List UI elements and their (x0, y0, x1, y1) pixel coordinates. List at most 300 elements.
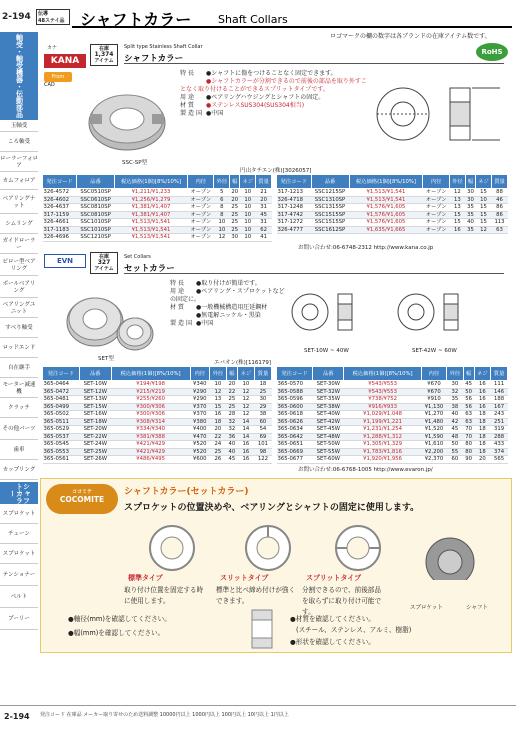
table-cell: SET-35W (313, 396, 344, 404)
table-row[interactable] (277, 211, 508, 219)
table-cell[interactable]: 326-4777 (277, 226, 312, 234)
table-cell: 18 (474, 426, 491, 434)
table-cell: 31 (256, 204, 272, 212)
table-cell: 16 (237, 456, 254, 464)
table-row[interactable] (43, 211, 272, 219)
feature-row (170, 280, 288, 288)
table-cell: 10 (240, 219, 256, 227)
type-slit-desc: 標準と比べ締め付けが強くできます。 (216, 586, 296, 605)
table-row[interactable] (43, 441, 272, 449)
table-cell: 122 (254, 456, 271, 464)
table-cell: 70 (465, 433, 473, 440)
table-row[interactable] (43, 381, 272, 389)
table-cell: SET-22W (79, 433, 111, 441)
table-cell: SSC1010SP (77, 219, 115, 227)
table-cell: 10 (240, 234, 256, 242)
table-cell: 565 (491, 456, 508, 464)
table-cell: SET-50W (313, 441, 344, 449)
cad-label: CAD (44, 82, 55, 88)
sidebar-item-18[interactable]: カップリング (0, 462, 38, 480)
column-header: ネジ (240, 175, 256, 189)
table-cell[interactable]: 365-0499 (43, 403, 80, 411)
cad-badge (44, 72, 72, 82)
table-cell: 18 (474, 441, 491, 449)
table-row[interactable] (43, 426, 272, 434)
table-cell: 21 (256, 189, 272, 197)
section1-rule (124, 63, 504, 64)
table-row[interactable] (43, 388, 272, 396)
table-cell[interactable]: 365-0596 (277, 396, 313, 404)
table-cell: 374 (491, 448, 508, 456)
section1-diagram (368, 68, 508, 160)
table-cell: 16 (474, 396, 491, 404)
table-cell: 60 (254, 418, 271, 426)
table-cell: 45 (447, 426, 464, 434)
table-cell: 32 (226, 418, 237, 426)
table-cell: ¥400 (190, 426, 209, 434)
section1-features (180, 70, 370, 118)
table-cell: SSC1010SP (77, 226, 115, 234)
table-cell[interactable]: 365-0545 (43, 441, 80, 449)
sidebar-item-22[interactable]: スプロケット (0, 546, 38, 564)
table-cell: ¥1,576/¥1,605 (349, 211, 423, 219)
table-cell: オープン (188, 196, 214, 204)
table-cell: SSC0610SP (77, 196, 115, 204)
product-label-2: SET型 (98, 356, 114, 362)
table-cell: オープン (188, 234, 214, 242)
product-label-1: SSC-SP型 (122, 160, 148, 166)
sidebar-item-12[interactable]: ロッドエンド (0, 340, 38, 358)
section2-rule (124, 273, 504, 274)
table-cell: 25 (231, 211, 239, 218)
table-cell: 45 (256, 211, 272, 219)
table-cell: 10 (240, 211, 256, 219)
set-collar-image (60, 282, 160, 362)
table-cell: 16 (237, 448, 254, 456)
table-cell: ¥520 (190, 448, 209, 456)
table-row[interactable] (277, 403, 508, 411)
table-cell: 40 (226, 448, 237, 456)
table-cell[interactable]: 365-0537 (43, 433, 80, 441)
table-cell: 28 (226, 411, 237, 419)
table-cell: 18 (474, 418, 491, 426)
table-cell: SET-55W (313, 448, 344, 456)
table-cell: ¥300/¥306 (111, 411, 190, 419)
type-slit-label: スリットタイプ (220, 574, 269, 582)
category-box (36, 9, 70, 25)
table-cell[interactable]: 317-1213 (277, 189, 312, 197)
table-cell: SET-60W (313, 456, 344, 464)
feature-text: ●一般機械構造用圧延鋼材 (196, 304, 268, 311)
table-cell: SET-16W (79, 411, 111, 419)
table-cell: SET-30W (313, 381, 344, 389)
table-cell: 90 (465, 456, 473, 462)
table-cell[interactable]: 317-1183 (43, 226, 77, 234)
category-line2: 48ステイ品 (38, 18, 65, 24)
table-cell[interactable]: 365-0502 (43, 411, 80, 419)
table-cell: 38 (447, 403, 464, 411)
table-cell: SET-18W (79, 418, 111, 426)
table-cell: 25 (226, 396, 237, 404)
feature-row (180, 102, 370, 110)
table-cell: 25 (231, 219, 239, 225)
brand-logo-evn: EVN (44, 254, 86, 268)
table-cell: 433 (491, 441, 508, 449)
table-row[interactable] (43, 448, 272, 456)
promo-title: シャフトカラー(セットカラー) (124, 487, 249, 497)
table-cell[interactable]: 365-0481 (43, 396, 80, 404)
table-cell: ¥370 (190, 403, 209, 411)
table-row[interactable] (43, 418, 272, 426)
column-header: 質量 (492, 175, 508, 189)
table-row[interactable] (43, 456, 272, 464)
feature-text: ●ベアリングハウジングとシャフトの固定。 (206, 94, 325, 101)
stock-unit: アイテム (94, 58, 114, 64)
table-cell: 41 (256, 234, 272, 242)
table-cell: ¥1,029/¥1,048 (344, 411, 421, 419)
table-cell[interactable]: 365-0651 (277, 441, 313, 449)
table-cell: 12 (209, 388, 226, 396)
feature-text: ●中国 (196, 320, 214, 327)
sidebar-item-8[interactable]: ピロー型ベアリング (0, 256, 38, 276)
table-cell: 35 (467, 211, 474, 218)
table-cell: 16 (474, 381, 491, 389)
table-row[interactable] (277, 448, 508, 456)
table-cell: 80 (465, 448, 473, 455)
stock-box-1 (90, 44, 118, 66)
table-cell: 10 (240, 196, 256, 204)
sidebar-item-17[interactable]: 歯車 (0, 442, 38, 460)
sidebar-item-4[interactable]: カムフォロア (0, 174, 38, 190)
table-cell: 14 (237, 433, 254, 441)
table-cell[interactable]: 326-4696 (43, 234, 77, 242)
table-cell[interactable]: 365-0570 (277, 381, 313, 389)
column-header: 幅 (465, 175, 475, 189)
column-header: 質量 (254, 367, 271, 381)
table-row[interactable] (43, 226, 272, 234)
table-cell[interactable]: 365-0634 (277, 426, 313, 434)
table-cell[interactable]: 365-0464 (43, 381, 80, 389)
sidebar-item-14[interactable]: モーター減速機 (0, 380, 38, 398)
table-cell: SSC1612SP (311, 226, 349, 234)
table-cell: 25 (209, 448, 226, 456)
table-row[interactable] (43, 189, 272, 197)
section2-title: セットカラー (124, 264, 175, 274)
table-cell: ¥543/¥553 (344, 388, 421, 396)
promo-subtitle: スプロケットの位置決めや、ベアリングとシャフトの固定に使用します。 (124, 503, 420, 513)
table-cell: 35 (467, 226, 474, 233)
table-row[interactable] (43, 411, 272, 419)
table-cell: ¥1,288/¥1,312 (344, 433, 421, 441)
sidebar-item-5[interactable]: ベアリングナット (0, 192, 38, 214)
table-row[interactable] (277, 426, 508, 434)
column-header: ネジ (474, 367, 491, 381)
promo-collar-images (120, 520, 510, 580)
table-cell: 12 (476, 226, 492, 234)
feature-text: ●無電解ニッケル・黒染 (196, 312, 261, 319)
table-cell[interactable]: 365-0677 (277, 456, 313, 464)
table-cell: 80 (465, 441, 473, 447)
table-row[interactable] (277, 433, 508, 441)
table-cell: 63 (465, 418, 473, 425)
table-cell[interactable]: 365-0511 (43, 418, 80, 426)
table-cell: ¥1,576/¥1,605 (349, 204, 423, 212)
table-cell: 15 (209, 403, 226, 411)
sidebar-item-15[interactable]: クラッチ (0, 400, 38, 418)
table-row[interactable] (43, 204, 272, 212)
table-section1-right (276, 174, 508, 234)
stock-count: 1,374 (94, 51, 114, 58)
table-row[interactable] (277, 396, 508, 404)
table-cell: 15 (476, 211, 492, 219)
table-cell: 10 (240, 226, 256, 234)
table-cell: ¥1,513/¥1,541 (349, 196, 423, 204)
table-cell: 20 (256, 196, 272, 204)
stock-count: 327 (97, 259, 111, 266)
sidebar-item-25[interactable]: プーリー (0, 610, 38, 630)
table-cell: 6 (214, 196, 230, 204)
column-header: 質量 (491, 367, 508, 381)
table-cell: ¥1,381/¥1,407 (114, 211, 187, 219)
table-cell: 15 (476, 204, 492, 212)
table-cell: オープン (423, 211, 450, 219)
sidebar-item-16[interactable]: その他パーツ (0, 420, 38, 440)
table-cell: 56 (465, 396, 473, 402)
table-row[interactable] (277, 219, 508, 227)
column-header: 税込価格(1個)[8%/10%] (114, 175, 187, 189)
note-diameter: ●軸径(mm)を確認してください。 (68, 615, 171, 623)
table-cell: 16 (449, 226, 465, 234)
table-cell: オープン (423, 196, 450, 204)
table-row[interactable] (43, 403, 272, 411)
table-cell: 12 (237, 403, 254, 411)
table-cell: 10 (214, 226, 230, 234)
table-cell: ¥194/¥198 (111, 381, 190, 389)
table-row[interactable] (277, 189, 508, 197)
table-cell: 38 (254, 411, 271, 419)
sidebar-item-0[interactable]: 軸受・軸受機器・伝動部品 (0, 32, 38, 120)
feature-key: 製造国 (180, 110, 205, 117)
table-row[interactable] (277, 441, 508, 449)
table-cell[interactable]: 365-0529 (43, 426, 80, 434)
table-row[interactable] (43, 196, 272, 204)
table-cell: 63 (465, 411, 473, 417)
table-cell: 15 (449, 211, 465, 219)
sidebar-item-20[interactable]: スプロケット (0, 506, 38, 524)
table-cell[interactable]: 326-4602 (43, 196, 77, 204)
table-cell: 20 (231, 196, 239, 203)
column-header: 発注コード (277, 367, 313, 381)
table-cell: 111 (491, 381, 508, 389)
table-cell: オープン (188, 211, 214, 219)
column-header: 外径 (214, 175, 230, 189)
table-cell: ¥1,520 (421, 426, 446, 434)
table-row[interactable] (277, 388, 508, 396)
column-header: ネジ (237, 367, 254, 381)
sidebar-item-9[interactable]: ボールベアリング (0, 278, 38, 298)
table-cell[interactable]: 365-0669 (277, 448, 313, 456)
column-header: 品番 (311, 175, 349, 189)
feature-key: 特長 (180, 70, 197, 77)
feature-key: 用途 (170, 288, 187, 295)
sidebar-item-2[interactable]: ころ軸受 (0, 134, 38, 152)
table-cell: ¥1,513/¥1,541 (114, 234, 187, 242)
table-cell[interactable]: 365-0626 (277, 418, 313, 426)
stock-label: 在庫 (98, 254, 109, 260)
table-cell[interactable]: 365-0618 (277, 411, 313, 419)
table-cell: 20 (226, 381, 237, 389)
table-cell[interactable]: 365-0642 (277, 433, 313, 441)
table-cell: ¥215/¥219 (111, 388, 190, 396)
table-cell: SSC0810SP (77, 211, 115, 219)
sidebar-item-23[interactable]: テンショナー (0, 566, 38, 586)
table-cell: 167 (491, 403, 508, 411)
table-cell: SET-10W (79, 381, 111, 389)
sidebar-index (0, 30, 40, 655)
sidebar-item-24[interactable]: ベルト (0, 588, 38, 608)
column-header: 税込価格(1個)[8%/10%] (344, 367, 421, 381)
table-cell: 31 (256, 219, 272, 227)
table-row[interactable] (277, 196, 508, 204)
table-cell: 20 (231, 189, 239, 195)
table-cell: SET-42W (313, 418, 344, 426)
table-cell: ¥600 (190, 456, 209, 464)
sidebar-item-6[interactable]: シムリング (0, 216, 38, 234)
sidebar-item-10[interactable]: ベアリングユニット (0, 300, 38, 318)
column-header: 発注コード (43, 175, 77, 189)
table-cell: 10 (209, 381, 226, 389)
feature-key: 材質 (180, 102, 197, 109)
table-cell: ¥340 (190, 381, 209, 389)
type-split-label: スプリットタイプ (306, 574, 362, 582)
table-cell: 10 (237, 381, 254, 389)
column-header: 内径 (423, 175, 450, 189)
table-cell: 40 (447, 411, 464, 419)
table-cell[interactable]: 365-0472 (43, 388, 80, 396)
sidebar-item-11[interactable]: すべり軸受 (0, 320, 38, 338)
sidebar-item-19[interactable]: シャフトカラー (0, 482, 38, 504)
table-cell[interactable]: 317-1159 (43, 211, 77, 219)
table-row[interactable] (277, 204, 508, 212)
table-cell[interactable]: 317-4742 (277, 211, 312, 219)
table-cell: 101 (254, 441, 271, 449)
table-cell: 12 (214, 234, 230, 242)
sidebar-item-13[interactable]: 自在継手 (0, 360, 38, 378)
table-cell: ¥1,513/¥1,541 (114, 219, 187, 227)
sidebar-item-3[interactable]: ローラーフォロア (0, 154, 38, 172)
table-cell: 25 (226, 403, 237, 411)
table-cell: ¥421/¥429 (111, 441, 190, 449)
column-header: 幅 (230, 175, 240, 189)
feature-key: 製造国 (170, 320, 195, 327)
column-header: 発注コード (277, 175, 312, 189)
table-cell: 13 (209, 396, 226, 404)
column-header: 税込価格(1個)[8%/10%] (111, 367, 190, 381)
table-row[interactable] (277, 418, 508, 426)
table-cell[interactable]: 317-1248 (277, 204, 312, 212)
table-cell: SET-20W (79, 426, 111, 434)
table-cell[interactable]: 317-1272 (277, 219, 312, 227)
table-cell[interactable]: 326-4718 (277, 196, 312, 204)
type-split-desc: 分割できるので、前後部品を取らずに取り付け可能です。 (302, 586, 382, 616)
table-row[interactable] (43, 219, 272, 227)
table-cell: 8 (214, 204, 230, 212)
table-row[interactable] (43, 234, 272, 242)
table-cell: ¥290 (190, 388, 209, 396)
table-row[interactable] (277, 226, 508, 234)
table-cell: 8 (214, 211, 230, 219)
table-cell: オープン (423, 189, 450, 197)
table-cell: 88 (492, 189, 508, 197)
column-header: 外径 (449, 175, 465, 189)
table-cell: 24 (209, 441, 226, 449)
sidebar-item-7[interactable]: ガイドローラー (0, 236, 38, 254)
sidebar-item-21[interactable]: チェーン (0, 526, 38, 544)
column-header: ネジ (476, 175, 492, 189)
table-cell: 12 (237, 388, 254, 396)
section2-diagram (288, 278, 508, 348)
table-cell[interactable]: 326-4661 (43, 219, 77, 227)
table-cell: 40 (467, 219, 474, 225)
table-cell: 15 (476, 219, 492, 227)
table-cell: オープン (423, 204, 450, 212)
table-cell: 30 (467, 196, 474, 203)
table-cell: 45 (465, 381, 473, 387)
table-cell[interactable]: 365-0553 (43, 448, 80, 456)
table-cell: 13 (449, 204, 465, 212)
table-cell: オープン (188, 219, 214, 227)
table-cell: ¥670 (421, 388, 446, 396)
table-cell: ¥381/¥388 (111, 433, 190, 441)
table-row[interactable] (277, 381, 508, 389)
section1-en: Split type Stainless Shaft Collar (124, 44, 203, 50)
sidebar-item-1[interactable]: 玉軸受 (0, 122, 38, 132)
label-sprocket: スプロケット (410, 605, 443, 611)
table-cell: ¥334/¥340 (111, 426, 190, 434)
table-row[interactable] (43, 433, 272, 441)
table-cell: SSC1515SP (311, 211, 349, 219)
table-cell[interactable]: 365-0600 (277, 403, 313, 411)
split-collar-image (82, 88, 172, 158)
table-cell[interactable]: 326-4637 (43, 204, 77, 212)
price-legend: 発注コード 在庫品 メーカー取り寄せのため送料調整 10000円以上 1000円以上 100円以上 10円以上 1円以上 (40, 712, 289, 718)
page-title-en: Shaft Collars (218, 13, 288, 26)
table-cell: 15 (449, 219, 465, 227)
section2-features (170, 280, 288, 328)
table-cell: ¥1,381/¥1,407 (114, 204, 187, 212)
table-cell: 113 (492, 219, 508, 227)
table-cell[interactable]: 365-0561 (43, 456, 80, 464)
table-row[interactable] (277, 411, 508, 419)
table-cell: ¥1,590 (421, 433, 446, 441)
table-cell: ¥255/¥260 (111, 396, 190, 404)
table-cell: 32 (226, 426, 237, 434)
table-cell[interactable]: 326-4572 (43, 189, 77, 197)
column-header: 品番 (313, 367, 344, 381)
table-cell: 30 (254, 396, 271, 404)
table-cell: 54 (254, 426, 271, 434)
feature-row (180, 78, 370, 94)
table-cell: 146 (491, 388, 508, 396)
table-cell: 25 (254, 388, 271, 396)
table-row[interactable] (277, 456, 508, 464)
table-cell[interactable]: 365-0588 (277, 388, 313, 396)
table-cell: 16 (474, 403, 491, 411)
feature-row (170, 304, 288, 312)
table-cell: 50 (447, 441, 464, 449)
table-row[interactable] (43, 396, 272, 404)
table-cell: ¥1,231/¥1,254 (344, 426, 421, 434)
